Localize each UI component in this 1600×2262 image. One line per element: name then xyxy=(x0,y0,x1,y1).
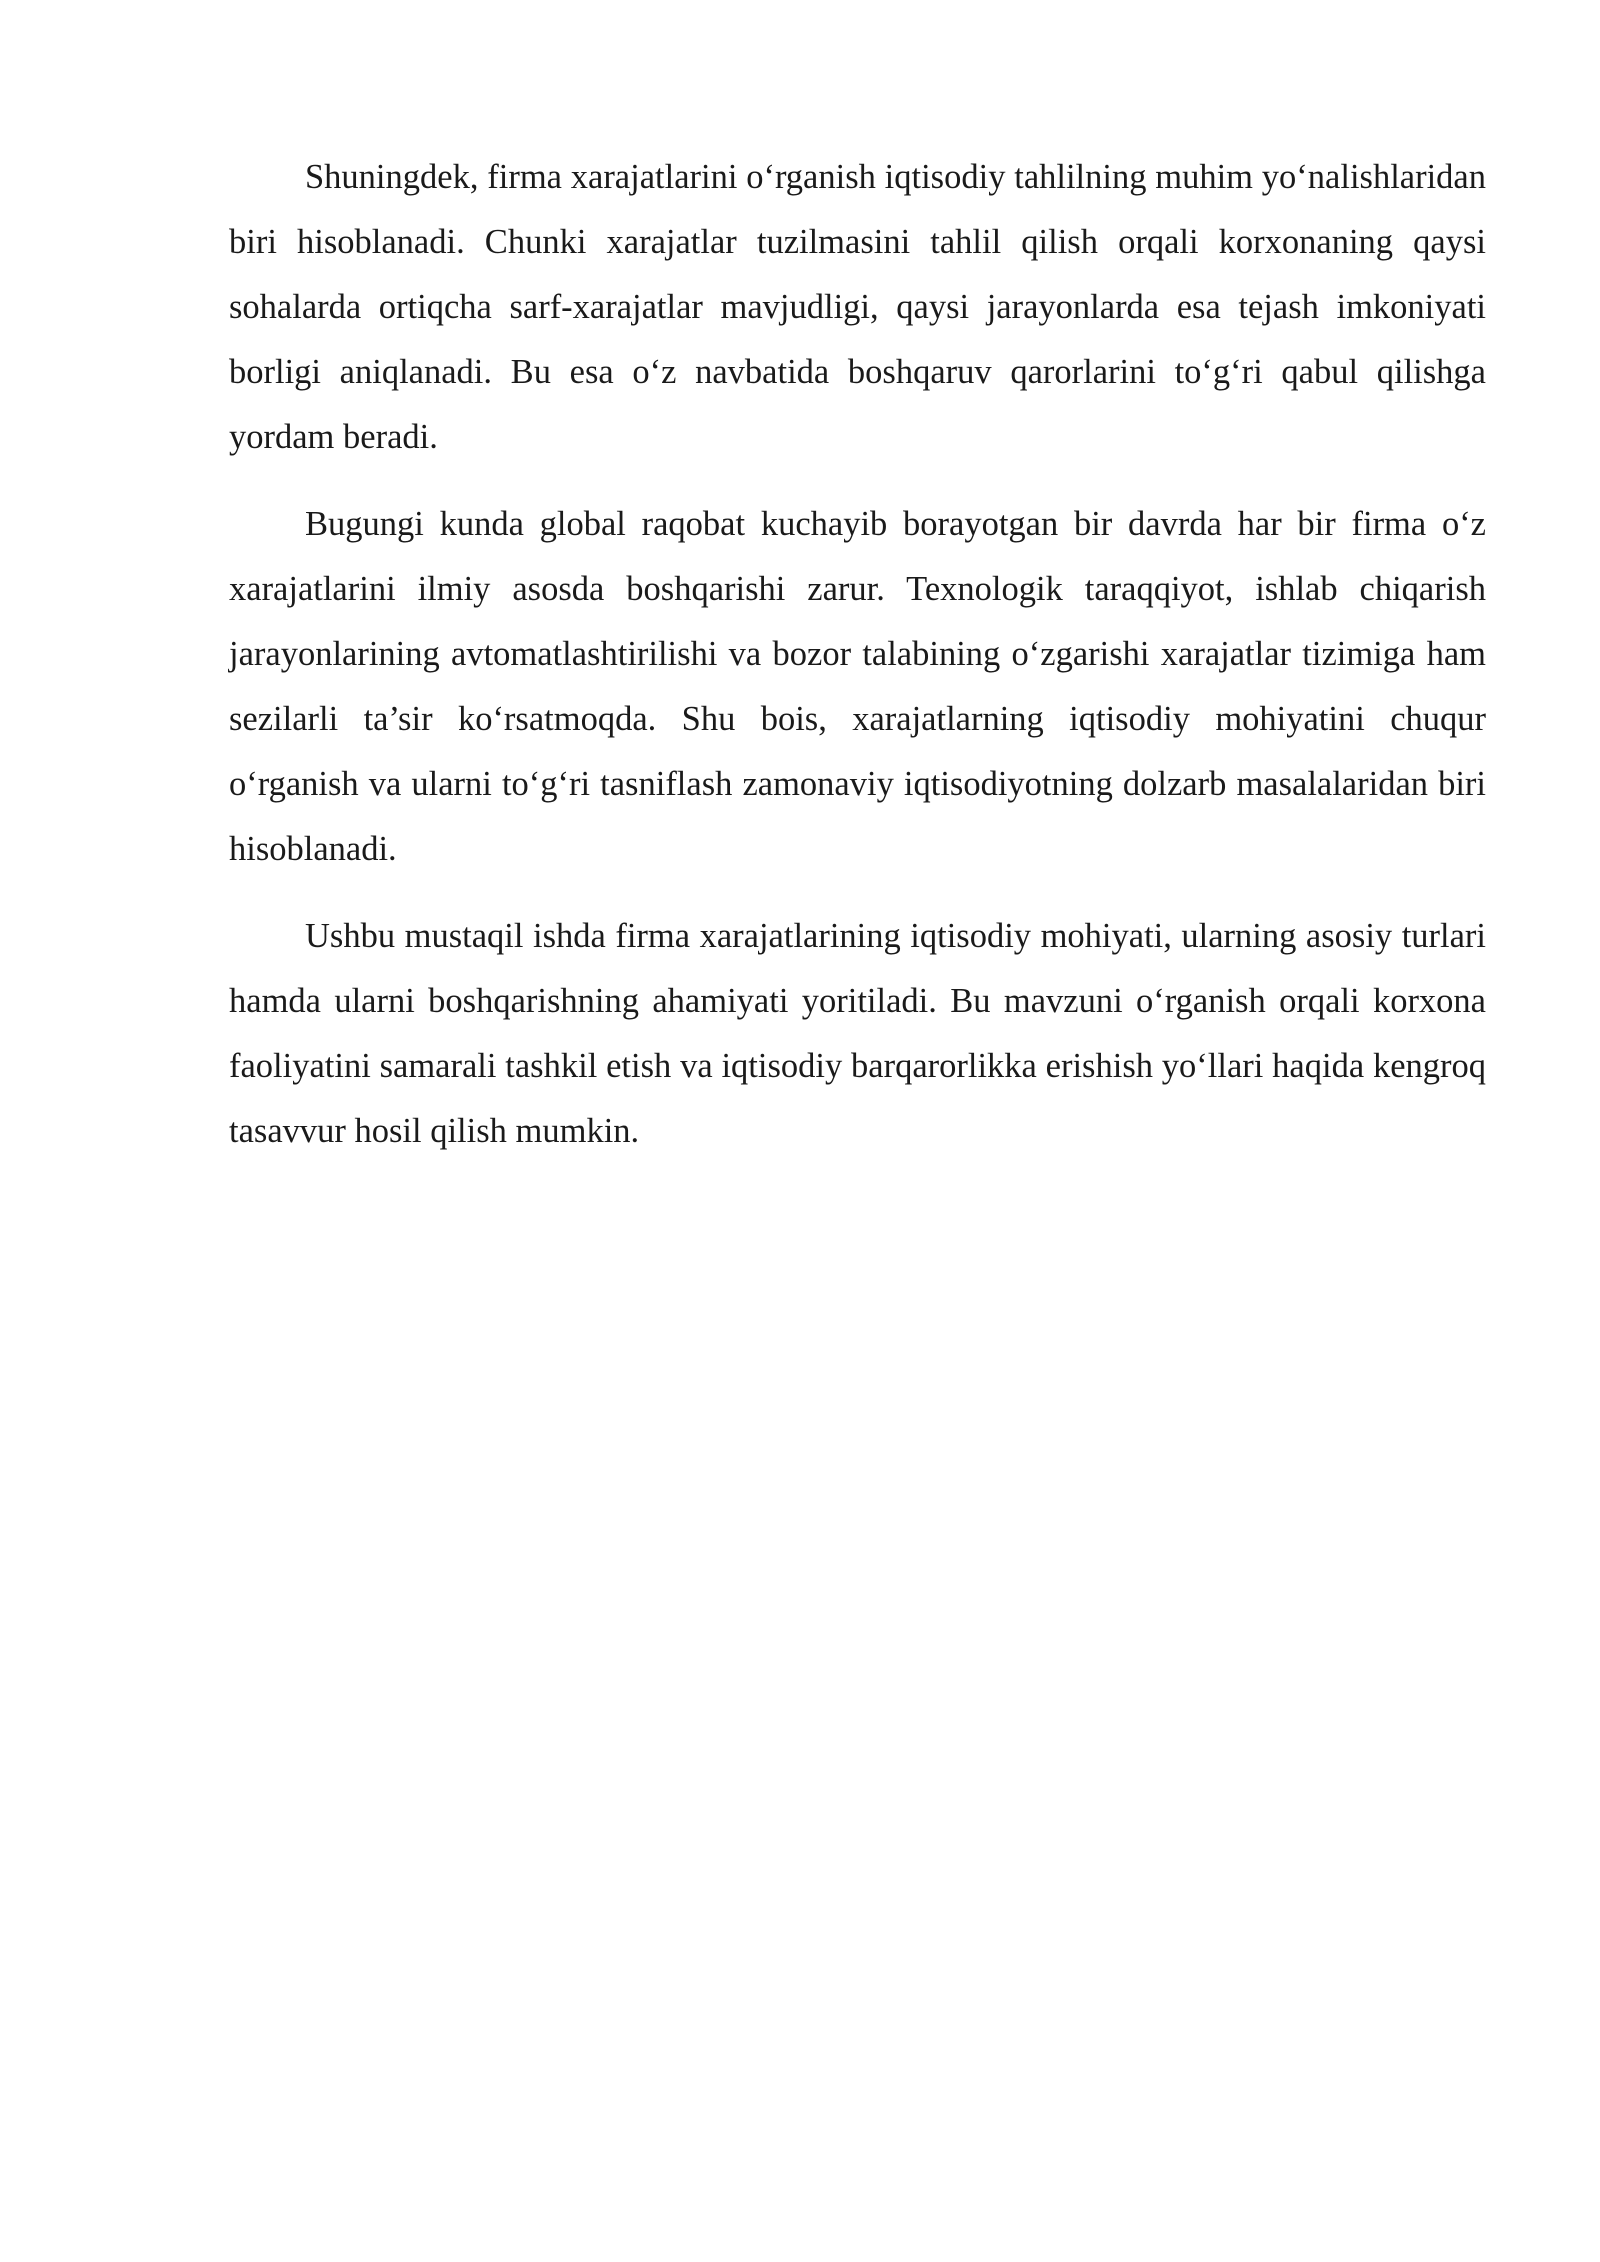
paragraph-1: Shuningdek, firma xarajatlarini o‘rganish iqtisodiy tahlilning muhim yo‘nalishlaridan biri hisoblanadi. Chunki xarajatlar tuzilmasini tahlil qilish orqali korxonaning qaysi sohalarda ortiqcha sarf-xarajatlar mavjudligi, qaysi jarayonlarda esa tejash imkoniyati borligi aniqlanadi. Bu esa o‘z navbatida boshqaruv qarorlarini to‘g‘ri qabul qilishga yordam beradi. xyxy=(229,158,1486,456)
paragraph-2: Bugungi kunda global raqobat kuchayib borayotgan bir davrda har bir firma o‘z xarajatlarini ilmiy asosda boshqarishi zarur. Texnologik taraqqiyot, ishlab chiqarish jarayonlarining avtomatlashtirilishi va bozor talabining o‘zgarishi xarajatlar tizimiga ham sezilarli ta’sir ko‘rsatmoqda. Shu bois, xarajatlarning iqtisodiy mohiyatini chuqur o‘rganish va ularni to‘g‘ri tasniflash zamonaviy iqtisodiyotning dolzarb masalalaridan biri hisoblanadi. xyxy=(229,505,1486,868)
paragraph-3: Ushbu mustaqil ishda firma xarajatlarining iqtisodiy mohiyati, ularning asosiy turlari hamda ularni boshqarishning ahamiyati yoritiladi. Bu mavzuni o‘rganish orqali korxona faoliyatini samarali tashkil etish va iqtisodiy barqarorlikka erishish yo‘llari haqida kengroq tasavvur hosil qilish mumkin. xyxy=(229,917,1486,1150)
document-body xyxy=(229,145,1486,1186)
